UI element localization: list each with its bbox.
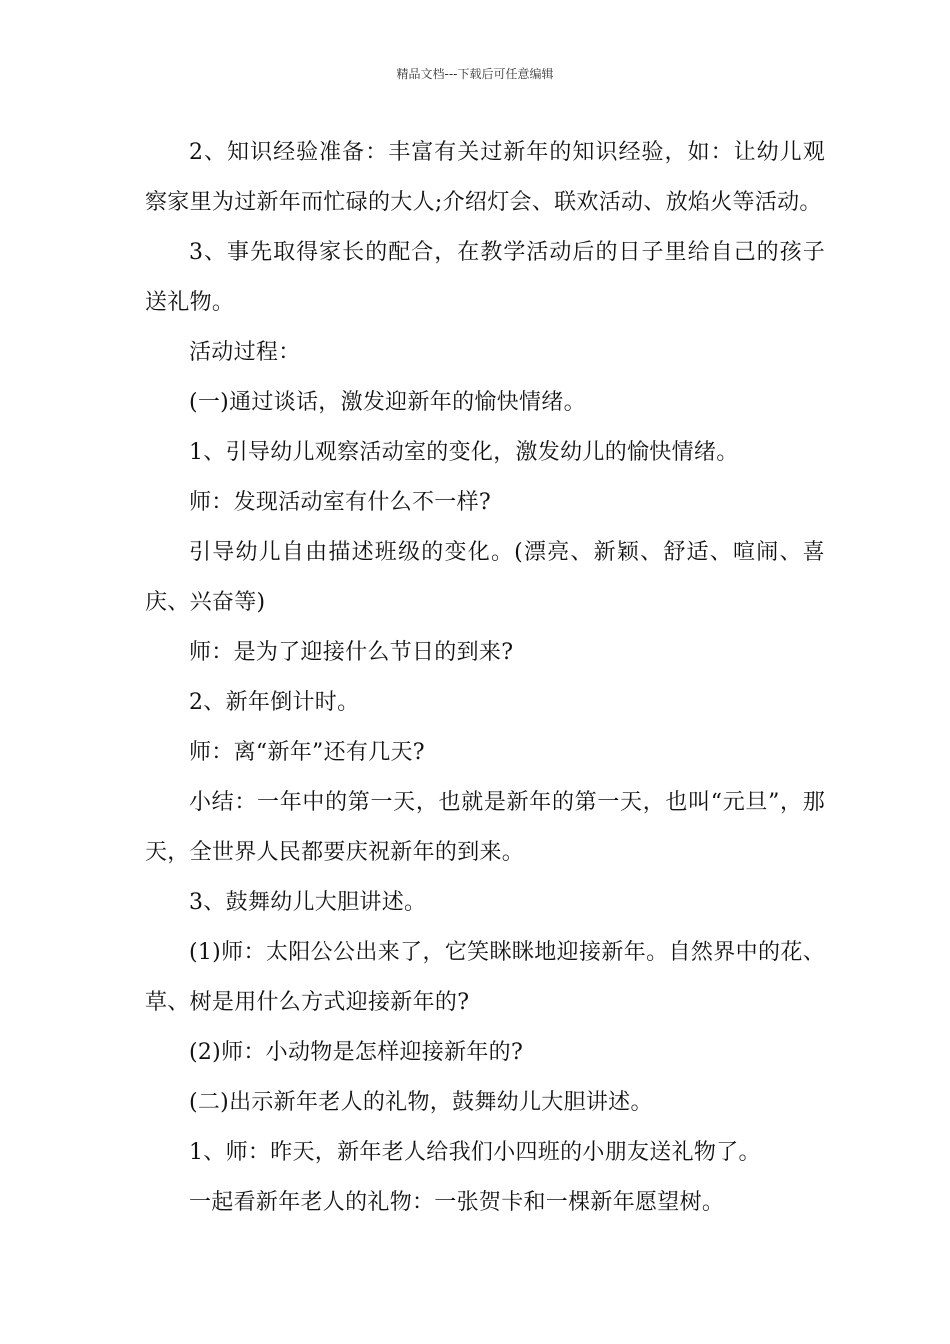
document-body [145, 128, 825, 1228]
paragraph: 3、事先取得家长的配合，在教学活动后的日子里给自己的孩子送礼物。 [145, 240, 825, 315]
paragraph: (二)出示新年老人的礼物，鼓舞幼儿大胆讲述。 [189, 1090, 653, 1115]
paragraph: 1、师：昨天，新年老人给我们小四班的小朋友送礼物了。 [189, 1140, 761, 1165]
paragraph: 小结：一年中的第一天，也就是新年的第一天，也叫“元旦”，那天，全世界人民都要庆祝新年的到来。 [145, 790, 825, 865]
paragraph: 2、新年倒计时。 [189, 690, 360, 715]
paragraph: 师：是为了迎接什么节日的到来? [189, 640, 514, 665]
paragraph: 1、引导幼儿观察活动室的变化，激发幼儿的愉快情绪。 [189, 440, 739, 465]
paragraph: (2)师：小动物是怎样迎接新年的? [189, 1040, 524, 1065]
paragraph: 3、鼓舞幼儿大胆讲述。 [189, 890, 427, 915]
paragraph: 师：发现活动室有什么不一样? [189, 490, 491, 515]
page-header: 精品文档---下载后可任意编辑 [396, 67, 554, 81]
paragraph: 师：离“新年”还有几天? [189, 740, 425, 765]
paragraph: 2、知识经验准备：丰富有关过新年的知识经验，如：让幼儿观察家里为过新年而忙碌的大人;介绍灯会、联欢活动、放焰火等活动。 [145, 140, 825, 215]
paragraph: 引导幼儿自由描述班级的变化。(漂亮、新颖、舒适、喧闹、喜庆、兴奋等) [145, 540, 825, 615]
paragraph: (1)师：太阳公公出来了，它笑眯眯地迎接新年。自然界中的花、草、树是用什么方式迎接新年的? [145, 940, 825, 1015]
paragraph: 活动过程： [189, 340, 301, 365]
paragraph: (一)通过谈话，激发迎新年的愉快情绪。 [189, 390, 586, 415]
paragraph: 一起看新年老人的礼物：一张贺卡和一棵新年愿望树。 [189, 1190, 725, 1215]
